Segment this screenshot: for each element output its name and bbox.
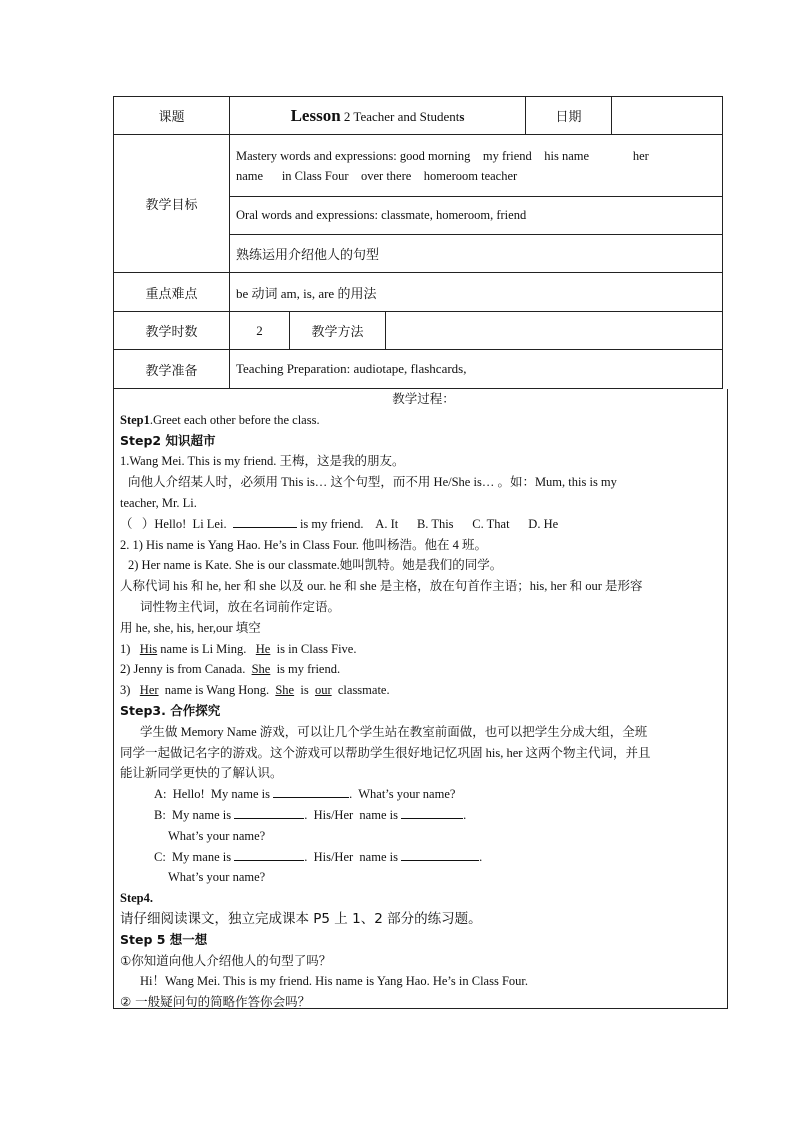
prep-text: Teaching Preparation: audiotape, flashcards, — [230, 350, 723, 389]
example-2: 2. 1) His name is Yang Hao. He’s in Class Four. 他叫杨浩。他在 4 班。 — [120, 537, 488, 552]
goals-mastery: Mastery words and expressions: good morning my friend his name her name in Class Four over there homeroom teacher — [230, 135, 723, 197]
choice-question: （ ）Hello! Li Lei. is my friend. A. It B. This C. That D. He — [120, 516, 559, 531]
method-label: 教学方法 — [290, 312, 386, 350]
explain-1: 向他人介绍某人时，必须用 This is… 这个句型，而不用 He/She is… 。如：Mum, this is my — [128, 475, 617, 490]
date-label: 日期 — [526, 97, 612, 135]
fill-answer: His — [139, 641, 158, 656]
goals-skill: 熟练运用介绍他人的句型 — [230, 235, 723, 273]
dialog-b2: What’s your name? — [168, 828, 266, 843]
prep-label: 教学准备 — [114, 350, 230, 389]
key-points-label: 重点难点 — [114, 273, 230, 312]
answer-blank — [401, 806, 463, 819]
topic-label: 课题 — [114, 97, 230, 135]
answer-blank — [234, 806, 304, 819]
question-1: ①你知道向他人介绍他人的句型了吗？ — [120, 952, 332, 968]
lesson-title: Lesson 2 Teacher and Students — [230, 97, 526, 135]
dialog-b: B: My name is . His/Her name is . — [154, 807, 467, 822]
pronoun-rule: 人称代词 his 和 he, her 和 she 以及 our. he 和 she 是主格，放在句首作主语；his, her 和 our 是形容 — [120, 579, 643, 594]
goals-label: 教学目标 — [114, 135, 230, 273]
lesson-info-table — [113, 96, 723, 389]
lesson-plan — [113, 96, 722, 1009]
teaching-process — [113, 389, 728, 1009]
process-heading: 教学过程： — [392, 391, 455, 406]
pronoun-rule-b: 词性物主代词，放在名词前作定语。 — [140, 599, 341, 614]
example-3: 2) Her name is Kate. She is our classmate.她叫凯特。她是我们的同学。 — [128, 558, 503, 573]
date-value — [612, 97, 723, 135]
answer-1: Hi！Wang Mei. This is my friend. His name is Yang Hao. He’s in Class Four. — [140, 974, 528, 989]
step4-text: 请仔细阅读课文，独立完成课本 P5 上 1、2 部分的练习题。 — [120, 910, 482, 927]
fill-answer: He — [255, 641, 271, 656]
fill-answer: our — [314, 683, 332, 698]
fill-answer: Her — [139, 683, 159, 698]
step4-heading: Step4. — [120, 891, 153, 906]
answer-blank — [233, 515, 297, 528]
hours-value: 2 — [230, 312, 290, 350]
dialog-a: A: Hello! My name is . What’s your name? — [154, 787, 456, 802]
answer-blank — [273, 785, 349, 798]
key-points-text: be 动词 am, is, are 的用法 — [230, 273, 723, 312]
answer-blank — [234, 848, 304, 861]
dialog-c2: What’s your name? — [168, 870, 266, 885]
fill-2: 2) Jenny is from Canada. She is my friend. — [120, 662, 341, 677]
method-value — [386, 312, 723, 350]
title-row — [114, 97, 723, 135]
example-1: 1.Wang Mei. This is my friend. 王梅，这是我的朋友。 — [120, 454, 405, 469]
explain-1b: teacher, Mr. Li. — [120, 495, 197, 510]
game-desc-3: 能让新同学更快的了解认识。 — [120, 766, 283, 781]
fill-answer: She — [275, 683, 295, 698]
fill-answer: She — [251, 662, 271, 677]
dialog-c: C: My mane is . His/Her name is . — [154, 849, 483, 864]
game-desc-1: 学生做 Memory Name 游戏，可以让几个学生站在教室前面做，也可以把学生分成大组，全班 — [140, 724, 648, 739]
fill-1: 1) His name is Li Ming. He is in Class Five. — [120, 641, 357, 656]
hours-label: 教学时数 — [114, 312, 230, 350]
step2-heading: Step2 知识超市 — [120, 432, 216, 448]
step1: Step1.Greet each other before the class. — [120, 412, 320, 427]
fill-3: 3) Her name is Wang Hong. She is our classmate. — [120, 683, 390, 698]
step5-heading: Step 5 想一想 — [120, 931, 208, 947]
question-2: ② 一般疑问句的简略作答你会吗？ — [120, 994, 311, 1010]
step3-heading: Step3. 合作探究 — [120, 702, 221, 718]
goals-oral: Oral words and expressions: classmate, homeroom, friend — [230, 197, 723, 235]
fill-instruction: 用 he, she, his, her,our 填空 — [120, 620, 261, 635]
answer-blank — [401, 848, 479, 861]
game-desc-2: 同学一起做记名字的游戏。这个游戏可以帮助学生很好地记忆巩固 his, her 这两个物主代词，并且 — [120, 745, 651, 760]
